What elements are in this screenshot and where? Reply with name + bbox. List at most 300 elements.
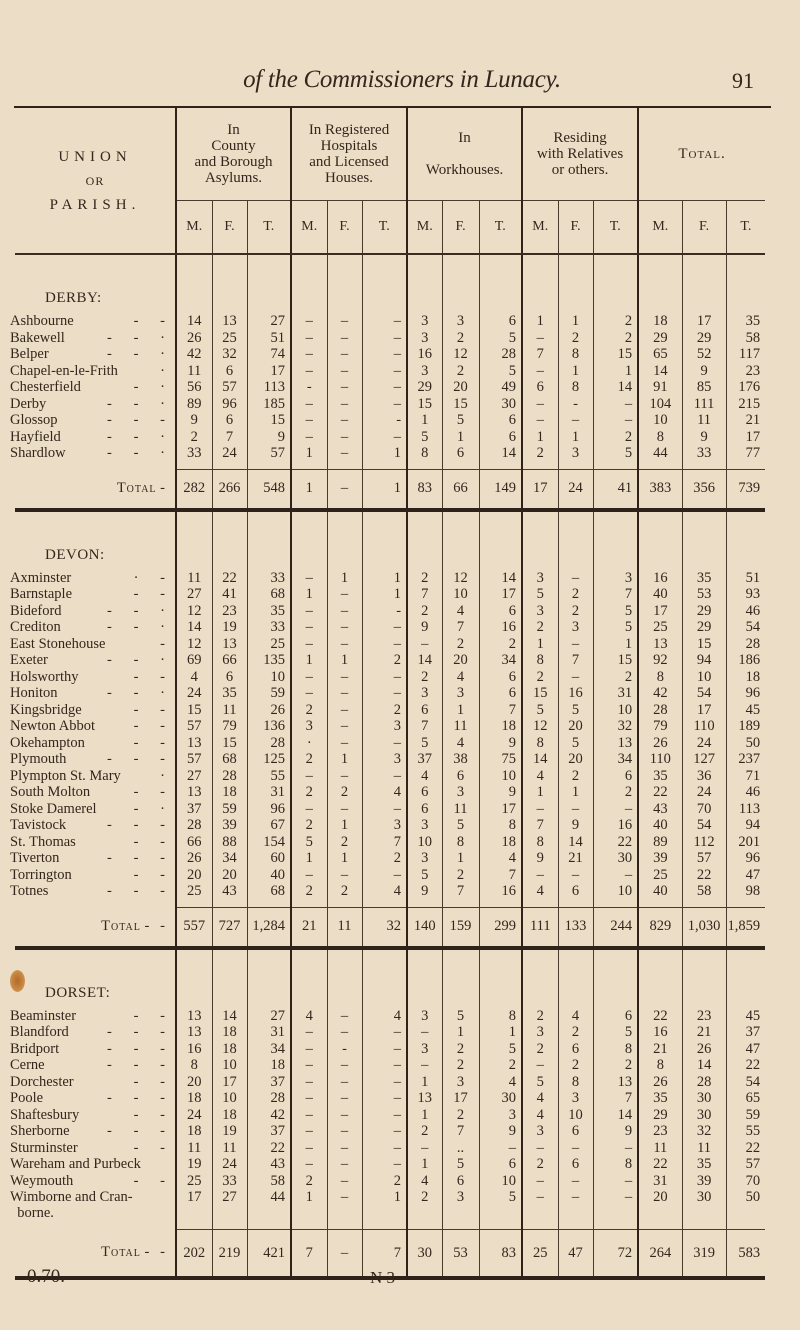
value-cell: 27: [176, 768, 212, 785]
value-cell: 24: [176, 1107, 212, 1124]
value-cell: 25: [247, 636, 291, 653]
value-cell: 3: [558, 445, 593, 462]
value-cell: 4: [442, 669, 479, 686]
value-cell: 2: [558, 768, 593, 785]
value-cell: 7: [558, 652, 593, 669]
empty-cell: [362, 1222, 407, 1230]
value-cell: 7: [479, 867, 522, 884]
value-cell: 15: [212, 735, 247, 752]
value-cell: 11: [442, 718, 479, 735]
value-cell: –: [362, 429, 407, 446]
union-name: Barnstaple: [10, 586, 73, 603]
value-cell: 1: [522, 429, 558, 446]
empty-cell: [479, 1222, 522, 1230]
empty-cell: [176, 254, 212, 313]
value-cell: –: [291, 363, 327, 380]
value-cell: 98: [726, 883, 765, 900]
leader-dots: - -: [133, 1172, 165, 1189]
union-name: Ashbourne: [10, 313, 74, 330]
value-cell: –: [291, 636, 327, 653]
value-cell: –: [291, 313, 327, 330]
value-cell: –: [291, 396, 327, 413]
value-cell: 14: [682, 1057, 726, 1074]
leader-dots: - -: [133, 701, 165, 718]
value-cell: –: [407, 1057, 442, 1074]
union-name: Beaminster: [10, 1007, 77, 1024]
ink-stain: [10, 970, 25, 992]
value-cell: 7: [407, 586, 442, 603]
value-cell: 3: [362, 718, 407, 735]
value-cell: 2: [442, 1057, 479, 1074]
value-cell: 3: [407, 1041, 442, 1058]
empty-cell: [558, 510, 593, 570]
value-cell: 1: [442, 1024, 479, 1041]
total-value-cell: 83: [407, 469, 442, 510]
value-cell: 29: [682, 330, 726, 347]
value-cell: –: [558, 1189, 593, 1222]
value-cell: 40: [638, 586, 682, 603]
value-cell: 34: [247, 1041, 291, 1058]
total-value-cell: 111: [522, 907, 558, 948]
empty-cell: [327, 1222, 362, 1230]
empty-cell: [176, 510, 212, 570]
value-cell: 37: [407, 751, 442, 768]
value-cell: 96: [726, 850, 765, 867]
value-cell: –: [291, 1140, 327, 1157]
value-cell: 40: [638, 817, 682, 834]
total-value-cell: 7: [362, 1230, 407, 1279]
empty-cell: [726, 900, 765, 908]
value-cell: 34: [593, 751, 638, 768]
empty-cell: [362, 254, 407, 313]
value-cell: 57: [212, 379, 247, 396]
table-row: [15, 768, 765, 785]
value-cell: 96: [726, 685, 765, 702]
value-cell: 1: [407, 412, 442, 429]
value-cell: 4: [522, 768, 558, 785]
value-cell: -: [362, 412, 407, 429]
value-cell: 5: [522, 702, 558, 719]
empty-cell: [593, 948, 638, 1008]
value-cell: 2: [442, 330, 479, 347]
value-cell: 3: [362, 751, 407, 768]
value-cell: 92: [638, 652, 682, 669]
value-cell: 2: [593, 784, 638, 801]
empty-cell: [247, 462, 291, 470]
subheader-cell: M.: [291, 201, 327, 255]
union-label: [10, 362, 176, 380]
value-cell: 28: [682, 1074, 726, 1091]
value-cell: 112: [682, 834, 726, 851]
empty-cell: [638, 462, 682, 470]
leader-dots: - -: [133, 668, 165, 685]
value-cell: 8: [479, 1008, 522, 1025]
empty-cell: [212, 462, 247, 470]
value-cell: 17: [479, 586, 522, 603]
value-cell: 185: [247, 396, 291, 413]
value-cell: 23: [726, 363, 765, 380]
value-cell: –: [362, 619, 407, 636]
value-cell: 66: [212, 652, 247, 669]
value-cell: 1: [327, 817, 362, 834]
value-cell: 77: [726, 445, 765, 462]
value-cell: 60: [247, 850, 291, 867]
value-cell: 31: [247, 1024, 291, 1041]
value-cell: –: [362, 1024, 407, 1041]
value-cell: 18: [638, 313, 682, 330]
value-cell: 23: [682, 1008, 726, 1025]
table-row: [15, 619, 765, 636]
empty-cell: [15, 462, 176, 470]
empty-cell: [593, 462, 638, 470]
value-cell: 31: [638, 1173, 682, 1190]
empty-cell: [726, 510, 765, 570]
value-cell: 19: [212, 1123, 247, 1140]
value-cell: ·: [291, 735, 327, 752]
total-value-cell: 47: [558, 1230, 593, 1279]
value-cell: 22: [726, 1057, 765, 1074]
value-cell: 10: [479, 1173, 522, 1190]
value-cell: 15: [407, 396, 442, 413]
leader-dots: - -: [144, 917, 165, 934]
value-cell: 96: [212, 396, 247, 413]
empty-cell: [212, 900, 247, 908]
value-cell: 4: [479, 1074, 522, 1091]
union-name: Sturminster: [10, 1139, 78, 1156]
value-cell: 13: [212, 636, 247, 653]
value-cell: 8: [638, 1057, 682, 1074]
empty-cell: [212, 1222, 247, 1230]
value-cell: –: [327, 445, 362, 462]
value-cell: –: [327, 1057, 362, 1074]
value-cell: 46: [726, 603, 765, 620]
total-value-cell: 383: [638, 469, 682, 510]
value-cell: –: [291, 1041, 327, 1058]
total-value-cell: 133: [558, 907, 593, 948]
value-cell: –: [327, 702, 362, 719]
value-cell: 15: [176, 702, 212, 719]
value-cell: 7: [479, 702, 522, 719]
value-cell: 29: [682, 619, 726, 636]
value-cell: 7: [442, 619, 479, 636]
value-cell: –: [327, 867, 362, 884]
table-row: [15, 867, 765, 884]
total-value-cell: 282: [176, 469, 212, 510]
value-cell: 14: [176, 313, 212, 330]
value-cell: 6: [442, 1173, 479, 1190]
value-cell: 2: [291, 784, 327, 801]
empty-cell: [558, 254, 593, 313]
value-cell: 6: [442, 445, 479, 462]
value-cell: 45: [726, 702, 765, 719]
leader-dots: - ·: [133, 800, 165, 817]
table-row: [15, 1074, 765, 1091]
value-cell: 1: [442, 850, 479, 867]
leader-dots: - - -: [107, 1123, 165, 1139]
empty-cell: [442, 948, 479, 1008]
union-label: [10, 833, 176, 851]
value-cell: 11: [682, 412, 726, 429]
value-cell: 2: [327, 784, 362, 801]
value-cell: 7: [522, 346, 558, 363]
section-name: DERBY:: [45, 290, 102, 306]
value-cell: 6: [212, 363, 247, 380]
value-cell: 55: [247, 768, 291, 785]
value-cell: 2: [593, 1057, 638, 1074]
value-cell: 2: [522, 445, 558, 462]
leader-dots: - - -: [107, 817, 165, 833]
union-label: [10, 701, 176, 719]
value-cell: –: [593, 1189, 638, 1222]
union-name: Chapel-en-le-Frith: [10, 362, 118, 379]
value-cell: 104: [638, 396, 682, 413]
subheader-cell: F.: [327, 201, 362, 255]
value-cell: 33: [682, 445, 726, 462]
value-cell: –: [558, 867, 593, 884]
table-row: [15, 363, 765, 380]
value-cell: 15: [593, 652, 638, 669]
value-cell: 9: [522, 850, 558, 867]
value-cell: 75: [479, 751, 522, 768]
empty-cell: [327, 254, 362, 313]
union-label: [10, 800, 176, 818]
value-cell: 30: [682, 1107, 726, 1124]
value-cell: 79: [212, 718, 247, 735]
value-cell: 13: [638, 636, 682, 653]
value-cell: 3: [407, 850, 442, 867]
union-label: [10, 635, 176, 653]
value-cell: 18: [479, 834, 522, 851]
leader-dots: · -: [133, 569, 165, 586]
union-label: [10, 1024, 176, 1041]
union-name: Hayfield: [10, 428, 61, 445]
table-row: [15, 313, 765, 330]
total-label-text: Total: [101, 1244, 141, 1261]
value-cell: 3: [522, 570, 558, 587]
value-cell: 5: [479, 1041, 522, 1058]
empty-cell: [479, 510, 522, 570]
value-cell: 35: [638, 1090, 682, 1107]
section-heading-row: [15, 510, 765, 570]
value-cell: 15: [247, 412, 291, 429]
empty-cell: [479, 900, 522, 908]
table-row: [15, 850, 765, 867]
value-cell: 2: [442, 363, 479, 380]
value-cell: 1: [558, 363, 593, 380]
leader-dots: - -: [133, 1139, 165, 1156]
value-cell: –: [558, 801, 593, 818]
leader-dots: ·: [160, 362, 165, 379]
table-row: [15, 735, 765, 752]
empty-cell: [247, 510, 291, 570]
value-cell: 16: [176, 1041, 212, 1058]
value-cell: 22: [212, 570, 247, 587]
value-cell: 2: [593, 429, 638, 446]
value-cell: 21: [638, 1041, 682, 1058]
union-name: Poole: [10, 1090, 44, 1107]
value-cell: 5: [479, 363, 522, 380]
value-cell: 11: [176, 1140, 212, 1157]
value-cell: 22: [638, 784, 682, 801]
value-cell: 8: [558, 379, 593, 396]
value-cell: 51: [726, 570, 765, 587]
value-cell: 2: [362, 652, 407, 669]
union-label: [10, 1139, 176, 1157]
value-cell: 38: [442, 751, 479, 768]
value-cell: 16: [593, 817, 638, 834]
union-label: [10, 1106, 176, 1124]
union-label: [10, 1057, 176, 1074]
value-cell: 12: [176, 603, 212, 620]
value-cell: 18: [726, 669, 765, 686]
group-header-asylums: In County and Borough Asylums.: [176, 108, 291, 201]
value-cell: 17: [638, 603, 682, 620]
value-cell: 33: [176, 445, 212, 462]
table-row: [15, 603, 765, 620]
value-cell: 1: [479, 1024, 522, 1041]
empty-cell: [291, 462, 327, 470]
value-cell: 42: [247, 1107, 291, 1124]
table-row: [15, 1173, 765, 1190]
value-cell: 46: [726, 784, 765, 801]
value-cell: 1: [407, 1074, 442, 1091]
table-row: [15, 1156, 765, 1173]
value-cell: 17: [726, 429, 765, 446]
leader-dots: - - ·: [107, 619, 165, 635]
value-cell: 31: [247, 784, 291, 801]
value-cell: –: [362, 379, 407, 396]
table-row: [15, 570, 765, 587]
value-cell: 14: [176, 619, 212, 636]
value-cell: 3: [558, 1090, 593, 1107]
value-cell: 18: [176, 1090, 212, 1107]
value-cell: 1: [291, 652, 327, 669]
value-cell: 5: [479, 330, 522, 347]
page-number: 91: [732, 68, 754, 93]
value-cell: 33: [212, 1173, 247, 1190]
value-cell: 74: [247, 346, 291, 363]
value-cell: –: [362, 330, 407, 347]
value-cell: 4: [522, 883, 558, 900]
value-cell: 15: [682, 636, 726, 653]
total-value-cell: 421: [247, 1230, 291, 1279]
value-cell: 57: [247, 445, 291, 462]
value-cell: 2: [176, 429, 212, 446]
table-row: [15, 396, 765, 413]
value-cell: 237: [726, 751, 765, 768]
value-cell: 26: [638, 1074, 682, 1091]
value-cell: 154: [247, 834, 291, 851]
value-cell: 2: [593, 313, 638, 330]
value-cell: 3: [442, 313, 479, 330]
value-cell: 2: [442, 636, 479, 653]
value-cell: 70: [682, 801, 726, 818]
value-cell: 6: [407, 784, 442, 801]
value-cell: 1: [558, 784, 593, 801]
value-cell: -: [327, 1041, 362, 1058]
union-label: [10, 817, 176, 834]
leader-dots: - -: [144, 1244, 165, 1261]
value-cell: 4: [362, 784, 407, 801]
value-cell: 4: [407, 768, 442, 785]
union-label: [10, 445, 176, 462]
empty-cell: [638, 510, 682, 570]
empty-cell: [522, 948, 558, 1008]
value-cell: 4: [479, 850, 522, 867]
empty-cell: [638, 1222, 682, 1230]
union-name: Holsworthy: [10, 668, 79, 685]
empty-cell: [558, 1222, 593, 1230]
value-cell: –: [558, 1140, 593, 1157]
empty-cell: [362, 900, 407, 908]
value-cell: –: [522, 330, 558, 347]
value-cell: 20: [176, 1074, 212, 1091]
value-cell: 89: [638, 834, 682, 851]
value-cell: 50: [726, 1189, 765, 1222]
value-cell: 14: [407, 652, 442, 669]
value-cell: 34: [479, 652, 522, 669]
empty-cell: [726, 948, 765, 1008]
value-cell: 28: [176, 817, 212, 834]
empty-cell: [558, 900, 593, 908]
value-cell: 2: [327, 834, 362, 851]
value-cell: 71: [726, 768, 765, 785]
union-name: East Stonehouse: [10, 635, 106, 652]
subheader-cell: M.: [522, 201, 558, 255]
value-cell: 3: [291, 718, 327, 735]
signature-mark: N 3: [370, 1268, 396, 1287]
table-row: [15, 834, 765, 851]
leader-dots: -: [160, 635, 165, 652]
union-label: [10, 685, 176, 702]
value-cell: 26: [247, 702, 291, 719]
value-cell: 2: [558, 1057, 593, 1074]
value-cell: 127: [682, 751, 726, 768]
value-cell: 8: [522, 834, 558, 851]
value-cell: 11: [682, 1140, 726, 1157]
union-name: Axminster: [10, 569, 72, 586]
empty-cell: [291, 510, 327, 570]
value-cell: 2: [593, 330, 638, 347]
value-cell: 42: [176, 346, 212, 363]
value-cell: 32: [682, 1123, 726, 1140]
value-cell: 3: [442, 685, 479, 702]
empty-cell: [407, 948, 442, 1008]
total-value-cell: 21: [291, 907, 327, 948]
union-name: South Molton: [10, 784, 91, 801]
value-cell: 4: [522, 1090, 558, 1107]
value-cell: –: [362, 1057, 407, 1074]
value-cell: –: [362, 313, 407, 330]
value-cell: –: [522, 396, 558, 413]
value-cell: 8: [522, 652, 558, 669]
value-cell: 28: [247, 735, 291, 752]
total-value-cell: 264: [638, 1230, 682, 1279]
empty-cell: [362, 510, 407, 570]
value-cell: 1: [407, 1156, 442, 1173]
value-cell: 6: [558, 883, 593, 900]
value-cell: 25: [176, 883, 212, 900]
value-cell: 19: [176, 1156, 212, 1173]
value-cell: 11: [212, 702, 247, 719]
value-cell: 8: [442, 834, 479, 851]
value-cell: –: [327, 1156, 362, 1173]
empty-cell: [212, 948, 247, 1008]
empty-cell: [682, 462, 726, 470]
union-name: Stoke Damerel: [10, 800, 97, 817]
value-cell: 1: [327, 570, 362, 587]
total-value-cell: 299: [479, 907, 522, 948]
